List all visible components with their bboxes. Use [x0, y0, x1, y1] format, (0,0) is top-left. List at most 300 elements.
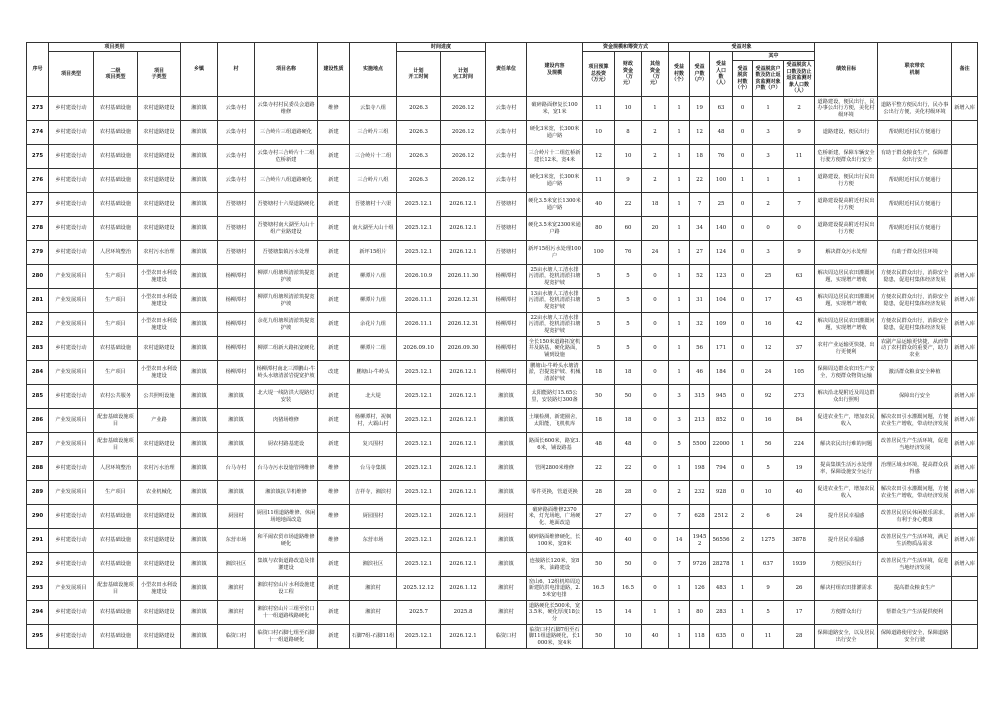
cell-bv: 1	[669, 577, 690, 601]
cell-pv: 0	[733, 289, 753, 313]
cell-ph: 25	[753, 265, 784, 289]
cell-bv: 14	[669, 529, 690, 553]
cell-pp: 28	[784, 625, 815, 649]
cell-end: 2026.12.1	[441, 361, 486, 385]
cell-name: 临资口村石脚七组至石脚十一组道路硬化	[255, 625, 318, 649]
cell-loc: 杨柳潭村，祝枫村，大霸山村	[350, 409, 397, 433]
cell-bv: 1	[669, 169, 690, 193]
cell-bh: 628	[690, 505, 710, 529]
cell-goal: 提升居民幸福感	[815, 505, 878, 529]
cell-fiscal: 22	[615, 193, 642, 217]
cell-nature: 新建	[318, 121, 350, 145]
cell-town: 湘滨镇	[181, 529, 218, 553]
header-poor-villages: 受益 脱贫 村数 （个）	[733, 61, 753, 97]
cell-loc: 台马寺集镇	[350, 457, 397, 481]
cell-start: 2026.11.1	[397, 313, 441, 337]
cell-pp: 26	[784, 577, 815, 601]
cell-town: 湘滨镇	[181, 97, 218, 121]
cell-end: 2026.12.1	[441, 625, 486, 649]
cell-loc: 石脚7组-石脚11组	[350, 625, 397, 649]
table-row	[27, 385, 978, 409]
cell-rem: 新增入库	[952, 409, 978, 433]
cell-loc: 吉祥寺，湘滨村	[350, 481, 397, 505]
project-table-sheet	[26, 42, 977, 649]
cell-village: 湘滨村	[218, 577, 255, 601]
cell-sub: 农村道路建设	[138, 433, 181, 457]
cell-ph: 6	[753, 505, 784, 529]
cell-unit: 吾婆塘村	[486, 193, 527, 217]
cell-content: 窑山6、12组机埠周边新建防洪电排道路，2.5米宽电排	[527, 577, 583, 601]
cell-mech: 帮助附近村民方便通行	[878, 169, 952, 193]
cell-loc: 柳潭片九组	[350, 289, 397, 313]
cell-other: 0	[642, 409, 669, 433]
cell-end: 2026.12.1	[441, 553, 486, 577]
cell-start: 2025.12.1	[397, 361, 441, 385]
cell-bh: 19452	[690, 529, 710, 553]
cell-fiscal: 60	[615, 217, 642, 241]
cell-start: 2026.10.9	[397, 265, 441, 289]
cell-seq: 283	[27, 337, 49, 361]
cell-bh: 34	[690, 217, 710, 241]
cell-budget: 48	[583, 433, 615, 457]
cell-type: 乡村建设行动	[49, 121, 94, 145]
table-row	[27, 217, 978, 241]
cell-rem	[952, 217, 978, 241]
cell-pv: 2	[733, 505, 753, 529]
cell-l2: 农村基础设施	[94, 553, 138, 577]
cell-pp: 9	[784, 241, 815, 265]
cell-other: 40	[642, 625, 669, 649]
cell-content: 零件更换，管道更换	[527, 481, 583, 505]
cell-pv: 0	[733, 217, 753, 241]
header-unit: 责任单位	[486, 43, 527, 97]
cell-nature: 新建	[318, 193, 350, 217]
cell-name: 柳潭二组新大路拓宽硬化	[255, 337, 318, 361]
cell-seq: 282	[27, 313, 49, 337]
cell-fiscal: 5	[615, 337, 642, 361]
cell-l2: 农村基础设施	[94, 625, 138, 649]
cell-goal: 道路建设，便民出行	[815, 121, 878, 145]
table-row	[27, 265, 978, 289]
cell-bv: 1	[669, 457, 690, 481]
cell-bp: 794	[710, 457, 733, 481]
cell-ph: 9	[753, 577, 784, 601]
header-location: 实施地点	[350, 43, 397, 97]
cell-end: 2026.12	[441, 169, 486, 193]
cell-budget: 18	[583, 409, 615, 433]
cell-l2: 人居环境整治	[94, 457, 138, 481]
cell-bv: 7	[669, 505, 690, 529]
cell-start: 2025.12.1	[397, 385, 441, 409]
cell-l2: 生产项目	[94, 289, 138, 313]
cell-sub: 农业机械化	[138, 481, 181, 505]
cell-nature: 新建	[318, 553, 350, 577]
cell-fiscal: 10	[615, 625, 642, 649]
cell-bh: 5500	[690, 433, 710, 457]
cell-type: 产业发展项目	[49, 481, 94, 505]
cell-end: 2026.12.1	[441, 529, 486, 553]
cell-name: 柳潭八组塘坝清淤筑提宽护坡	[255, 265, 318, 289]
cell-loc: 南大湖至大山十组	[350, 217, 397, 241]
cell-name: 湘滨村窑山片三组至窑口十一组道路线路硬化	[255, 601, 318, 625]
table-row	[27, 601, 978, 625]
header-b-villages: 受益 村数 （个）	[669, 52, 690, 97]
cell-sub: 公共照明设施	[138, 385, 181, 409]
cell-pp: 224	[784, 433, 815, 457]
cell-bh: 126	[690, 577, 710, 601]
cell-sub: 农村道路建设	[138, 145, 181, 169]
cell-pv: 0	[733, 313, 753, 337]
cell-rem	[952, 241, 978, 265]
cell-village: 湘滨社区	[218, 553, 255, 577]
cell-nature: 改建	[318, 361, 350, 385]
cell-pv: 0	[733, 625, 753, 649]
header-level2: 二级 项目类型	[94, 52, 138, 97]
cell-start: 2025.12.1	[397, 433, 441, 457]
cell-name: 厨园11组道路维修、休闲场地地面改造	[255, 505, 318, 529]
cell-pv: 0	[733, 265, 753, 289]
cell-pv: 0	[733, 361, 753, 385]
cell-seq: 276	[27, 169, 49, 193]
cell-fiscal: 14	[615, 601, 642, 625]
cell-start: 2025.12.12	[397, 577, 441, 601]
cell-other: 24	[642, 241, 669, 265]
cell-start: 2025.12.1	[397, 529, 441, 553]
cell-mech: 有助于群众居住环境	[878, 241, 952, 265]
cell-unit: 湘滨镇	[486, 553, 527, 577]
table-row	[27, 169, 978, 193]
cell-nature: 新建	[318, 217, 350, 241]
cell-name: 北大堤一线防洪大堤路灯安装	[255, 385, 318, 409]
cell-goal: 解决农民出行难的问题	[815, 433, 878, 457]
cell-nature: 新建	[318, 241, 350, 265]
cell-seq: 278	[27, 217, 49, 241]
cell-start: 2025.12.1	[397, 505, 441, 529]
cell-loc: 鹏塘山-牛岭头	[350, 361, 397, 385]
cell-goal: 提高集镇生活污水处理率，保障设施安全运行	[815, 457, 878, 481]
cell-unit: 临资口村	[486, 625, 527, 649]
cell-goal: 解决村组农田排灌需求	[815, 577, 878, 601]
header-project-category: 项目类别	[49, 43, 181, 52]
cell-pp: 1	[784, 169, 815, 193]
cell-budget: 10	[583, 121, 615, 145]
cell-town: 湘滨镇	[181, 409, 218, 433]
cell-village: 杨柳潭村	[218, 265, 255, 289]
cell-pv: 1	[733, 169, 753, 193]
cell-unit: 云集寺村	[486, 97, 527, 121]
cell-sub: 农村道路建设	[138, 97, 181, 121]
cell-mech: 解决农田引水灌溉问题，方便农业生产增收，带动经济发展	[878, 409, 952, 433]
cell-nature: 维修	[318, 481, 350, 505]
cell-type: 乡村建设行动	[49, 505, 94, 529]
cell-l2: 农村基础设施	[94, 337, 138, 361]
cell-village: 杨柳潭村	[218, 313, 255, 337]
cell-seq: 277	[27, 193, 49, 217]
cell-unit: 湘滨村	[486, 577, 527, 601]
cell-ph: 2	[753, 193, 784, 217]
cell-unit: 杨柳潭村	[486, 313, 527, 337]
cell-other: 0	[642, 433, 669, 457]
cell-other: 0	[642, 457, 669, 481]
cell-fiscal: 48	[615, 433, 642, 457]
cell-type: 乡村建设行动	[49, 529, 94, 553]
cell-bp: 140	[710, 217, 733, 241]
cell-village: 厨园村	[218, 505, 255, 529]
cell-goal: 道路建设，便民出行，民办事公出行方便，美化村级环境	[815, 97, 878, 121]
cell-other: 0	[642, 577, 669, 601]
cell-unit: 湘滨镇	[486, 529, 527, 553]
project-table	[26, 42, 978, 649]
cell-start: 2025.12.1	[397, 457, 441, 481]
cell-budget: 15	[583, 601, 615, 625]
cell-town: 湘滨镇	[181, 385, 218, 409]
cell-ph: 56	[753, 433, 784, 457]
cell-loc: 东营市场	[350, 529, 397, 553]
cell-village: 湘滨镇	[218, 481, 255, 505]
cell-content: 临资口村石脚7组至石脚11组道路硬化，长1000米，宽4米	[527, 625, 583, 649]
cell-goal: 解决沿北堤附近及周边群众出行照明	[815, 385, 878, 409]
cell-start: 2026.3	[397, 169, 441, 193]
cell-type: 乡村建设行动	[49, 553, 94, 577]
cell-bh: 52	[690, 265, 710, 289]
table-row	[27, 193, 978, 217]
cell-goal: 促进农业生产，增加农民收入	[815, 409, 878, 433]
cell-type: 产业发展项目	[49, 313, 94, 337]
cell-loc: 吾婆塘村十六渠	[350, 193, 397, 217]
table-row	[27, 313, 978, 337]
cell-pp: 273	[784, 385, 815, 409]
cell-other: 2	[642, 169, 669, 193]
cell-bp: 928	[710, 481, 733, 505]
cell-fiscal: 22	[615, 457, 642, 481]
cell-pp: 84	[784, 409, 815, 433]
cell-bp: 124	[710, 241, 733, 265]
cell-loc: 余花片九组	[350, 313, 397, 337]
cell-end: 2026.12.1	[441, 193, 486, 217]
cell-pv: 0	[733, 145, 753, 169]
cell-budget: 18	[583, 361, 615, 385]
cell-bp: 28278	[710, 553, 733, 577]
cell-sub: 农村道路建设	[138, 193, 181, 217]
cell-fiscal: 5	[615, 313, 642, 337]
cell-ph: 5	[753, 601, 784, 625]
header-other: 其他 资金 （万 元）	[642, 52, 669, 97]
cell-budget: 11	[583, 169, 615, 193]
cell-fiscal: 9	[615, 169, 642, 193]
cell-end: 2026.12.1	[441, 481, 486, 505]
header-budget: 项目预算 总投资 （万元）	[583, 52, 615, 97]
cell-rem	[952, 193, 978, 217]
cell-bp: 483	[710, 577, 733, 601]
cell-type: 乡村建设行动	[49, 145, 94, 169]
cell-budget: 5	[583, 337, 615, 361]
cell-ph: 3	[753, 241, 784, 265]
cell-bp: 100	[710, 169, 733, 193]
cell-mech: 方便农民群众出行，消除安全隐患，促进村集体经济发展	[878, 313, 952, 337]
cell-rem	[952, 145, 978, 169]
table-row	[27, 505, 978, 529]
cell-sub: 农村道路建设	[138, 121, 181, 145]
cell-bh: 31	[690, 289, 710, 313]
cell-village: 杨柳潭村	[218, 289, 255, 313]
cell-end: 2026.09.30	[441, 337, 486, 361]
cell-rem: 新增入库	[952, 433, 978, 457]
cell-l2: 农村基础设施	[94, 97, 138, 121]
cell-bp: 184	[710, 361, 733, 385]
cell-sub: 农村道路建设	[138, 529, 181, 553]
cell-mech: 治理区域水环境，提高群众获得感	[878, 457, 952, 481]
cell-other: 0	[642, 481, 669, 505]
cell-village: 湘滨村	[218, 601, 255, 625]
cell-l2: 农村基础设施	[94, 193, 138, 217]
cell-bv: 1	[669, 265, 690, 289]
cell-content: 土壤检测，新建圈舍，太阳能，飞机机库	[527, 409, 583, 433]
cell-loc: 厨园围村	[350, 505, 397, 529]
cell-bh: 32	[690, 313, 710, 337]
cell-sub: 小型农田水利设施建设	[138, 361, 181, 385]
header-funds: 资金规模和筹资方式	[583, 43, 669, 52]
cell-unit: 云集寺村	[486, 145, 527, 169]
cell-nature: 新建	[318, 601, 350, 625]
cell-goal: 危桥新建，保障车辆安全行驶方便群众出行安全	[815, 145, 878, 169]
cell-l2: 配套基础设施项目	[94, 433, 138, 457]
cell-ph: 16	[753, 409, 784, 433]
cell-type: 产业发展项目	[49, 361, 94, 385]
cell-goal: 保障道路安全，以及居民出行安全	[815, 625, 878, 649]
cell-end: 2026.12.1	[441, 217, 486, 241]
cell-rem	[952, 169, 978, 193]
header-plan-start: 计划 开工时间	[397, 52, 441, 97]
cell-pv: 0	[733, 193, 753, 217]
cell-bp: 63	[710, 97, 733, 121]
cell-l2: 农村基础设施	[94, 169, 138, 193]
cell-village: 云集寺村	[218, 169, 255, 193]
cell-pv: 1	[733, 553, 753, 577]
cell-ph: 3	[753, 145, 784, 169]
cell-end: 2026.12.1	[441, 457, 486, 481]
cell-ph: 92	[753, 385, 784, 409]
header-b-households: 受益 户数 （户）	[690, 52, 710, 97]
header-time-progress: 时间进度	[397, 43, 486, 52]
cell-bp: 25	[710, 193, 733, 217]
header-among: 其中	[733, 52, 815, 61]
cell-rem: 新增入库	[952, 385, 978, 409]
cell-loc: 湘滨社区	[350, 553, 397, 577]
cell-rem: 新增入库	[952, 97, 978, 121]
cell-unit: 杨柳潭村	[486, 289, 527, 313]
cell-mech: 改善居民生产生活环境，促进当地经济发展	[878, 553, 952, 577]
cell-unit: 杨柳潭村	[486, 337, 527, 361]
cell-content: 破碎路面维修硬化，长100米，宽8米	[527, 529, 583, 553]
cell-loc: 复兴围村	[350, 433, 397, 457]
header-subtype: 项目 子类型	[138, 52, 181, 97]
cell-seq: 285	[27, 385, 49, 409]
cell-ph: 0	[753, 217, 784, 241]
cell-name: 云集寺村三合岭片十二组危桥新建	[255, 145, 318, 169]
cell-pv: 0	[733, 481, 753, 505]
cell-other: 0	[642, 265, 669, 289]
cell-other: 0	[642, 385, 669, 409]
cell-bp: 123	[710, 265, 733, 289]
cell-mech: 帮群众生产生活提供便利	[878, 601, 952, 625]
cell-bh: 315	[690, 385, 710, 409]
cell-goal: 解决周边居民农田灌溉问题，实现增产增收	[815, 289, 878, 313]
cell-nature: 新建	[318, 625, 350, 649]
cell-l2: 农村基础设施	[94, 601, 138, 625]
cell-start: 2026.11.1	[397, 289, 441, 313]
cell-end: 2026.12	[441, 97, 486, 121]
cell-mech: 帮助附近村民方便通行	[878, 121, 952, 145]
cell-sub: 农村道路建设	[138, 601, 181, 625]
cell-nature: 新建	[318, 289, 350, 313]
cell-town: 湘滨镇	[181, 217, 218, 241]
cell-seq: 281	[27, 289, 49, 313]
cell-bv: 1	[669, 313, 690, 337]
cell-pv: 1	[733, 433, 753, 457]
cell-content: 连接路长120米，宽8米，油路建设	[527, 553, 583, 577]
cell-town: 湘滨镇	[181, 241, 218, 265]
cell-nature: 维修	[318, 529, 350, 553]
cell-nature: 新建	[318, 337, 350, 361]
cell-bv: 2	[669, 481, 690, 505]
cell-village: 吾婆塘村	[218, 217, 255, 241]
cell-start: 2026.3	[397, 145, 441, 169]
cell-start: 2025.12.1	[397, 193, 441, 217]
cell-seq: 292	[27, 553, 49, 577]
cell-loc: 三合岭片八组	[350, 169, 397, 193]
table-row	[27, 361, 978, 385]
cell-sub: 农村道路建设	[138, 217, 181, 241]
cell-start: 2025.12.1	[397, 553, 441, 577]
cell-content: 全长150米道路拓宽机井及路基，硬化路面，铺到设施	[527, 337, 583, 361]
cell-unit: 吾婆塘村	[486, 241, 527, 265]
cell-fiscal: 10	[615, 145, 642, 169]
cell-mech: 保障出行安全	[878, 385, 952, 409]
cell-other: 18	[642, 193, 669, 217]
cell-other: 0	[642, 553, 669, 577]
cell-content: 25亩水塘人工清水排污清淤，挖机清淤扫塘堤宽护坡	[527, 265, 583, 289]
cell-other: 0	[642, 313, 669, 337]
cell-seq: 287	[27, 433, 49, 457]
cell-loc: 湘滨村	[350, 577, 397, 601]
cell-other: 1	[642, 97, 669, 121]
cell-seq: 284	[27, 361, 49, 385]
cell-town: 湘滨镇	[181, 577, 218, 601]
cell-goal: 解决周边居民农田灌溉问题，实现增产增收	[815, 313, 878, 337]
cell-budget: 5	[583, 265, 615, 289]
cell-bp: 104	[710, 289, 733, 313]
cell-l2: 农村基础设施	[94, 217, 138, 241]
cell-budget: 50	[583, 553, 615, 577]
cell-content: 三合岭片十二组危桥新建长12米，宽4米	[527, 145, 583, 169]
cell-end: 2026.12	[441, 145, 486, 169]
cell-budget: 5	[583, 289, 615, 313]
cell-bh: 9726	[690, 553, 710, 577]
cell-sub: 农村道路建设	[138, 625, 181, 649]
table-row	[27, 625, 978, 649]
cell-content: 破碎路面维修2370米，灯光场地，广场硬化、地面改造	[527, 505, 583, 529]
cell-sub: 小型农田水利设施建设	[138, 577, 181, 601]
cell-bp: 171	[710, 337, 733, 361]
cell-content: 硬化3米宽，长300米通户路	[527, 121, 583, 145]
cell-fiscal: 5	[615, 289, 642, 313]
cell-start: 2025.12.1	[397, 409, 441, 433]
cell-bv: 1	[669, 193, 690, 217]
cell-rem: 新增入库	[952, 289, 978, 313]
cell-end: 2026.11.30	[441, 265, 486, 289]
table-row	[27, 481, 978, 505]
cell-mech: 帮助附近村民方便通行	[878, 193, 952, 217]
